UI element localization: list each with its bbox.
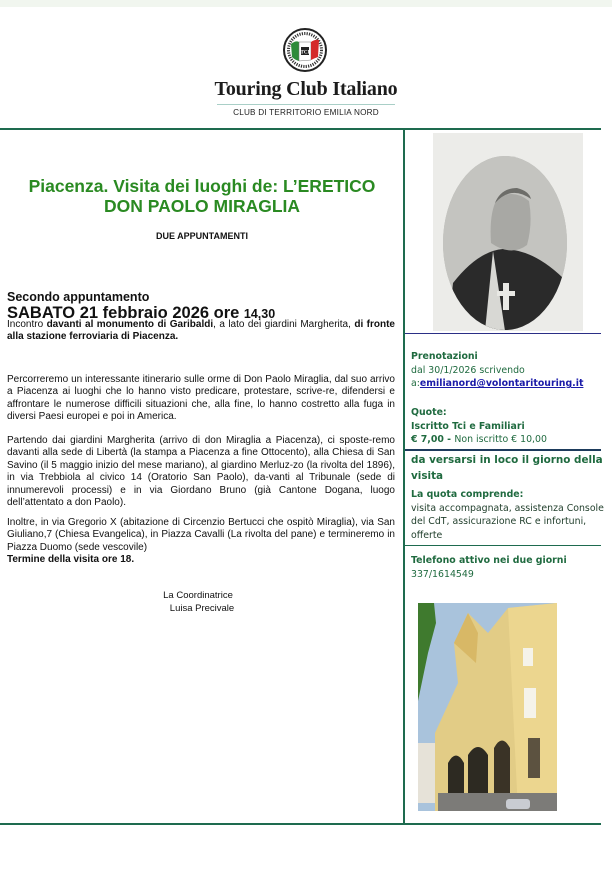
event-date-text: SABATO 21 febbraio 2026 ore (7, 304, 244, 322)
frame-bottom-line (0, 823, 601, 825)
subtitle: DUE APPUNTAMENTI (156, 231, 248, 241)
section-heading: Secondo appuntamento (7, 290, 150, 304)
price-member: € 7,00 - (411, 434, 455, 446)
church-photo (418, 603, 557, 811)
price-includes (411, 488, 607, 542)
phone-number: 337/1614549 (411, 568, 474, 580)
price-label: Quote: (411, 407, 447, 418)
sidebar-divider-2 (405, 449, 601, 451)
svg-text:TCI: TCI (300, 50, 310, 56)
paragraph-route-continued (7, 517, 395, 567)
title-line-1: Piacenza. Visita dei luoghi de: L’ERETICO (28, 176, 376, 196)
payment-note: da versarsi in loco il giorno della visita (411, 454, 603, 482)
sidebar-divider-3 (405, 545, 601, 546)
page-title (0, 176, 404, 216)
includes-label: La quota comprende: (411, 489, 524, 500)
includes-text: visita accompagnata, assistenza Console del CdT, assicurazione RC e infortuni, offerte (411, 502, 604, 541)
brand-divider (217, 104, 395, 105)
brand-subtitle: CLUB DI TERRITORIO EMILIA NORD (233, 108, 379, 117)
top-strip (0, 0, 612, 7)
tci-logo-icon (282, 27, 328, 73)
sidebar-divider-1 (405, 333, 601, 334)
price-nonmember: Non iscritto € 10,00 (454, 434, 547, 446)
meeting-text-2: , a lato dei giardini Margherita, (213, 319, 355, 330)
booking-label: Prenotazioni (411, 351, 478, 362)
signature-name: Luisa Precivale (169, 603, 235, 614)
phone-info (411, 554, 607, 581)
end-time: Termine della visita ore 18. (7, 554, 135, 566)
booking-text: dal 30/1/2026 scrivendo (411, 364, 525, 376)
title-line-2: DON PAOLO MIRAGLIA (103, 196, 301, 216)
email-link[interactable]: emilianord@volontaritouring.it (419, 378, 584, 390)
meeting-bold-2: di fronte alla stazione ferroviaria di Piacenza. (7, 319, 395, 343)
frame-top-line (0, 128, 601, 130)
meeting-text-1: Incontro (7, 319, 47, 330)
price-members-label: Iscritto Tci e Familiari (411, 420, 525, 432)
booking-prefix: a: (411, 378, 420, 390)
paragraph-route: Partendo dai giardini Margherita (arrivo di don Miraglia a Piacenza), ci sposte-remo davanti alla sede di Libertà (la stampa a Piacenza a fine Ottocento), alla Chiesa di San Savino (il 5 maggio inizio del mese mariano), al giardino Merluz-zo (la rivolta del 1896), in via Trebbiola al civico 14 (Oratorio San Paolo), da-vanti al Tribunale (sede di innumerevoli processi) e in via Giordano Bruno (già Cantone Dogana, luogo dell’attentato a don Paolo). (7, 435, 395, 509)
brand-name: Touring Club Italiano (214, 78, 398, 100)
paragraph-itinerary: Percorreremo un interessante itinerario sulle orme di Don Paolo Miraglia, dal suo arrivo a Piacenza ai luoghi che lo hanno visto predicare, protestare, scrive-re, difendersi e affrontare le numerose difficili situazioni che, alla fine, lo hanno costretto alla fuga in diversi Paesi europei e poi in America. (7, 374, 395, 423)
price-info (411, 406, 607, 447)
signature-role: La Coordinatrice (163, 590, 233, 601)
portrait-image (433, 133, 583, 331)
meeting-point (7, 319, 395, 344)
booking-info (411, 350, 607, 391)
event-time: 14,30 (243, 307, 276, 321)
paragraph-route-text: Inoltre, in via Gregorio X (abitazione di Circenzio Bertucci che ospitò Miraglia), via San Giuliano,7 (Chiesa Evangelica), in Piazza Cavalli (La rivolta del pane) e termineremo in Piazza Duomo (sede vescovile) (7, 517, 395, 553)
phone-label: Telefono attivo nei due giorni (411, 555, 567, 566)
meeting-bold-1: davanti al monumento di Garibaldi (46, 319, 214, 330)
